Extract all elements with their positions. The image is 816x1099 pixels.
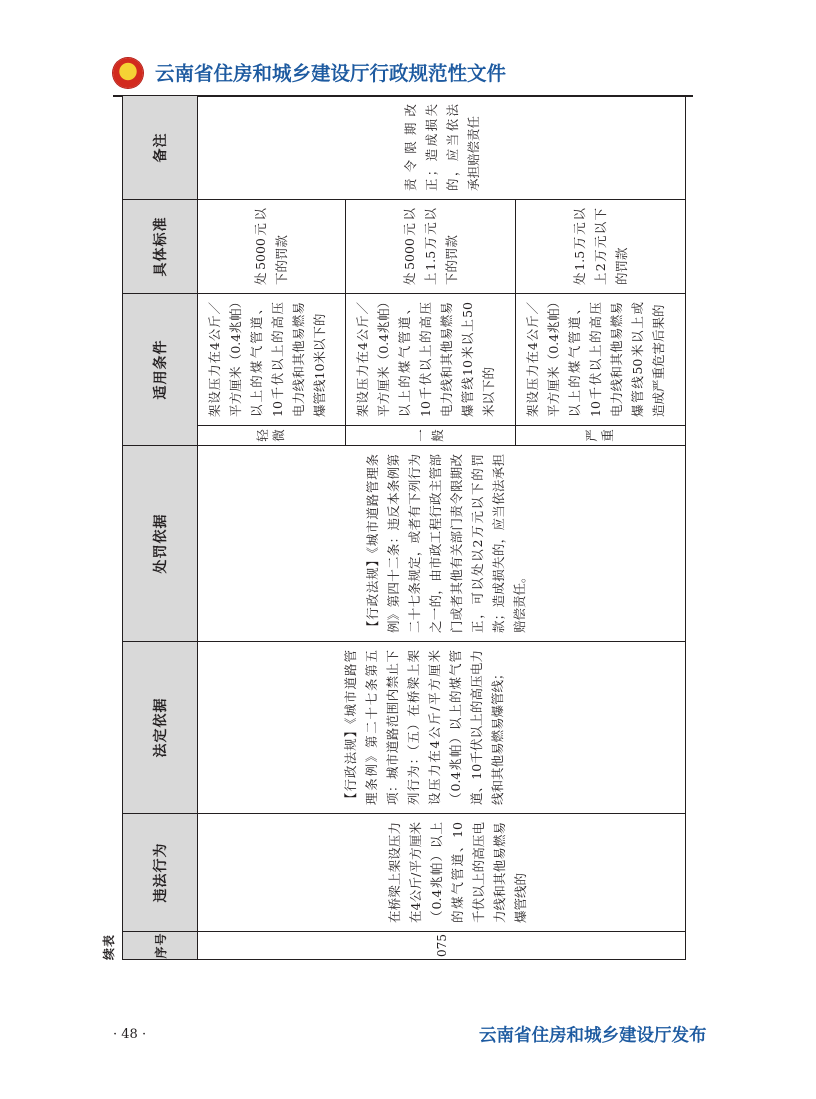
condition-serious: 架设压力在4公斤／平方厘米（0.4兆帕）以上的煤气管道、10千伏以上的高压电力线和其他易燃易爆管线50米以上或造成严重危害后果的 [515,294,685,426]
standard-minor: 处5000元以下的罚款 [198,200,346,294]
standard-serious: 处1.5万元以上2万元以下的罚款 [515,200,685,294]
footer-publisher: 云南省住房和城乡建设厅发布 [479,1026,707,1046]
standard-general: 处5000元以上1.5万元以下的罚款 [345,200,515,294]
header-title: 云南省住房和城乡建设厅行政规范性文件 [155,62,507,85]
col-header-legal-basis: 法定依据 [123,642,198,814]
rotated-table-page [98,96,694,960]
level-general: 一般 [345,426,515,446]
condition-general: 架设压力在4公斤／平方厘米（0.4兆帕）以上的煤气管道、10千伏以上的高压电力线和其他易燃易爆管线10米以上50米以下的 [345,294,515,426]
col-header-note: 备注 [123,96,198,200]
penalty-table [122,95,686,960]
col-header-condition: 适用条件 [123,294,198,446]
row-number: 075 [198,932,686,960]
violation-text: 在桥梁上架设压力在4公斤/平方厘米（0.4兆帕）以上的煤气管道、10千伏以上的高压电力线和其他易燃易爆管线的 [198,814,686,932]
table-header-row [123,96,198,960]
col-header-number: 序号 [123,932,198,960]
col-header-violation: 违法行为 [123,814,198,932]
penalty-basis-text: 【行政法规】《城市道路管理条例》第四十二条：违反本条例第二十七条规定，或者有下列行为之一的，由市政工程行政主管部门或者其他有关部门责令限期改正，可以处以2万元以下的罚款；造成损失的，应当依法承担赔偿责任。 [198,446,686,642]
legal-basis-text: 【行政法规】《城市道路管理条例》第二十七条第五项：城市道路范围内禁止下列行为：（五）在桥梁上架设压力在4公斤/平方厘米（0.4兆帕）以上的煤气管道、10千伏以上的高压电力线和其他易燃易爆管线； [198,642,686,814]
continued-label: 续表 [102,933,116,960]
table-row [198,96,346,960]
level-minor: 轻微 [198,426,346,446]
col-header-penalty-basis: 处罚依据 [123,446,198,642]
condition-minor: 架设压力在4公斤／平方厘米（0.4兆帕）以上的煤气管道、10千伏以上的高压电力线和其他易燃易爆管线10米以下的 [198,294,346,426]
col-header-standard: 具体标准 [123,200,198,294]
level-serious: 严重 [515,426,685,446]
national-emblem-icon: ★ [113,58,143,88]
note-text: 责令限期改正；造成损失的，应当依法承担赔偿责任 [198,96,686,200]
page-number: · 48 · [113,1027,147,1042]
